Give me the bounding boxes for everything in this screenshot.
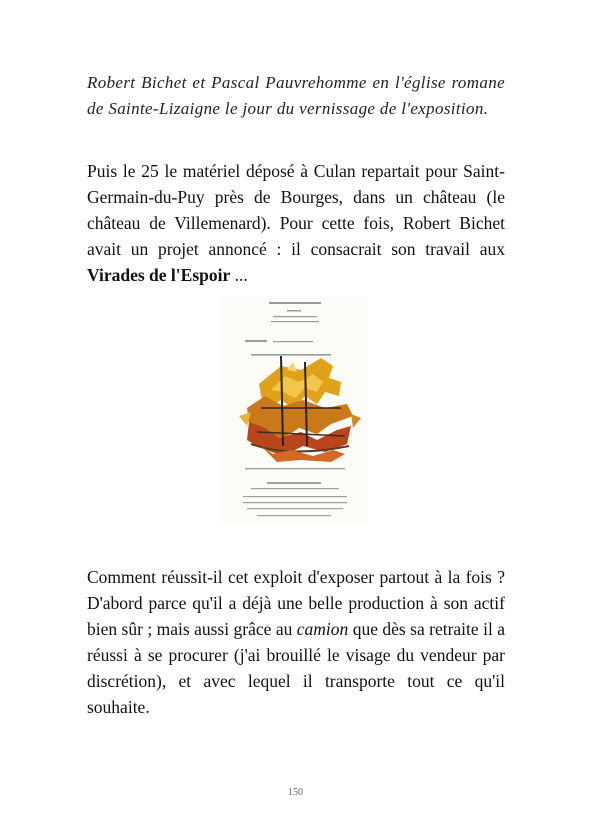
poster-illustration [221, 296, 368, 522]
paragraph-camion-text-end: que dès sa retraite il a réussi à se procurer (j'ai brouillé le visage du vendeur par discrétion), et avec lequel il transporte tout ce qu'il souhaite. [87, 619, 505, 717]
photo-caption: Robert Bichet et Pascal Pauvrehomme en l'église romane de Sainte-Lizaigne le jour du vernissage de l'exposition. [87, 73, 505, 118]
exhibition-poster-image [221, 296, 368, 522]
paragraph-camion [87, 564, 505, 720]
page-number: 150 [288, 787, 303, 798]
paragraph-virades-ellipsis: ... [230, 265, 248, 285]
camion-word: camion [296, 619, 349, 639]
paragraph-virades [87, 158, 505, 288]
virades-title: Virades de l'Espoir [87, 265, 231, 285]
paragraph-camion-text-start: Comment réussit-il cet exploit d'exposer partout à la fois ? D'abord parce qu'il a déjà une belle production à son actif bien sûr ; mais aussi grâce au [87, 567, 505, 639]
paragraph-virades-text: Puis le 25 le matériel déposé à Culan repartait pour Saint-Germain-du-Puy près de Bourges, dans un château (le château de Villemenard). Pour cette fois, Robert Bichet avait un projet annoncé : il consacrait son travail aux [87, 161, 505, 259]
